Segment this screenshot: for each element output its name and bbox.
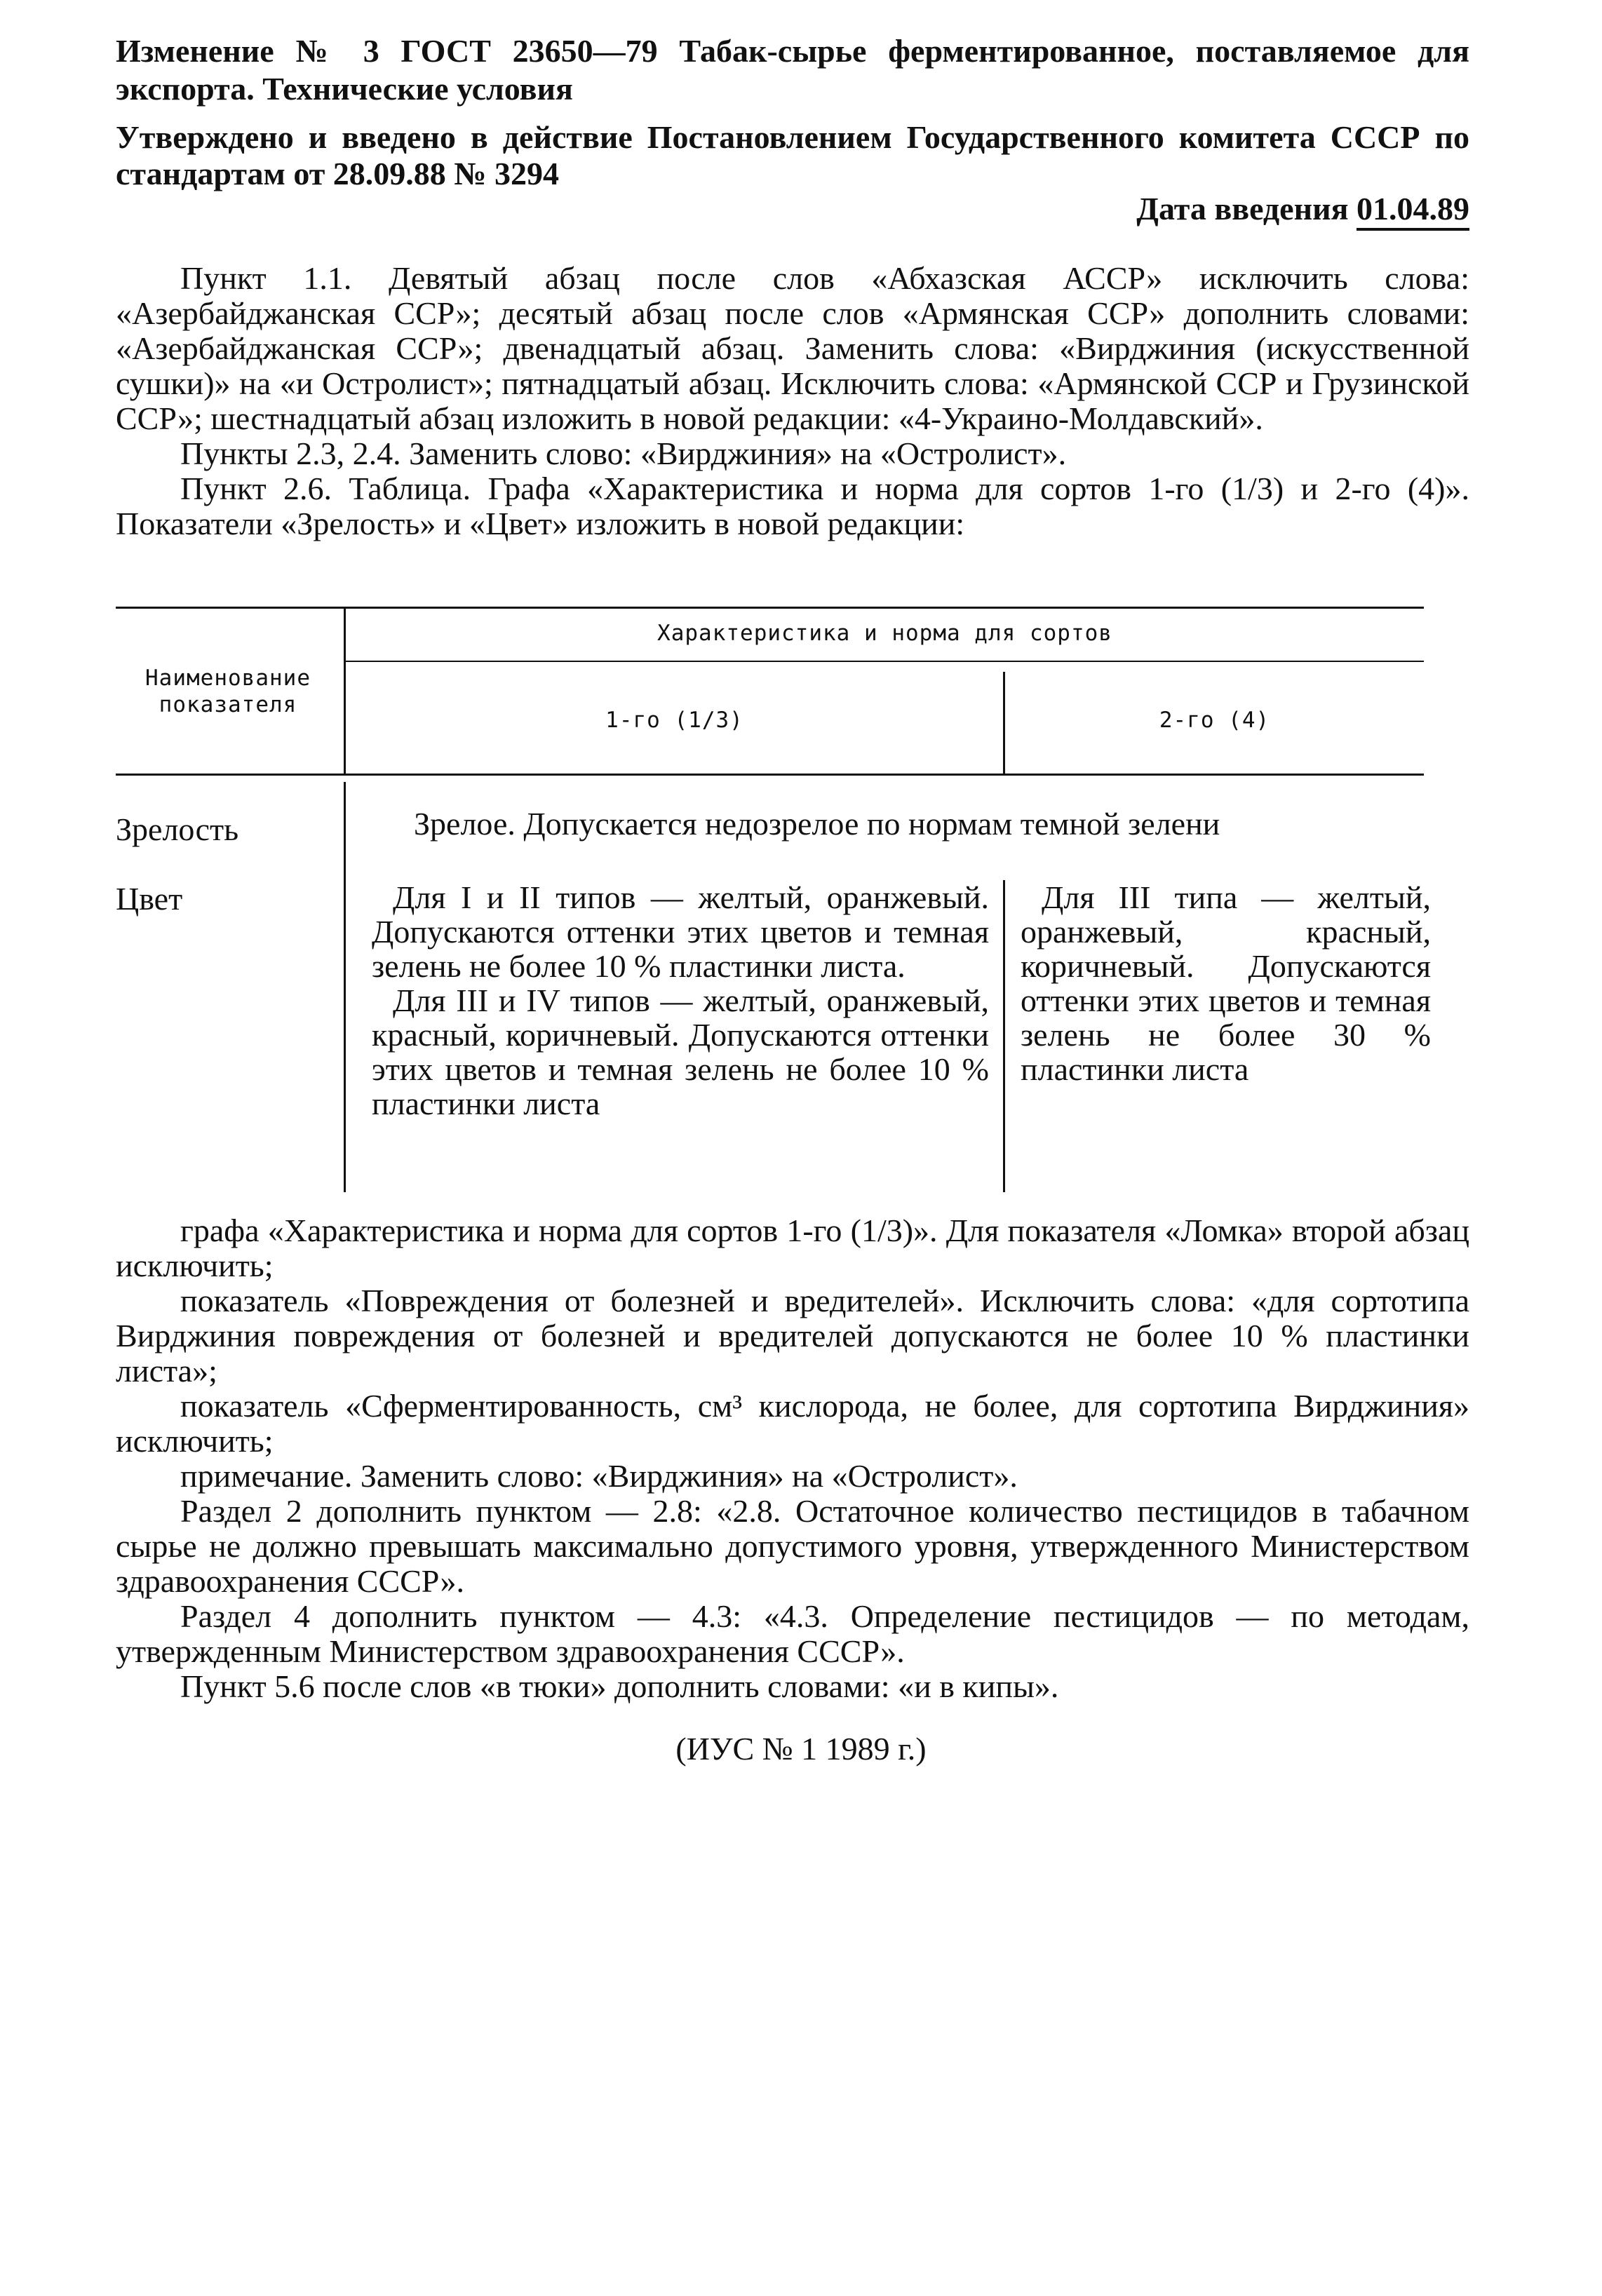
paragraph: Пункт 1.1. Девятый абзац после слов «Абхазская АССР» исключить слова: «Азербайджанская ССР»; десятый абзац после слов «Армянская ССР» дополнить словами: «Азербайджанская ССР»; двенадцатый абзац. Заменить слова: «Вирджиния (искусственной сушки)» на «и Остролист»; пятнадцатый абзац. Исключить слова: «Армянской ССР и Грузинской ССР»; шестнадцатый абзац изложить в новой редакции: «4-Украино-Молдавский». <box>116 260 1469 436</box>
effective-date <box>1136 191 1469 227</box>
amendment-text-top <box>116 261 1469 541</box>
table-col2-header: 2-го (4) <box>1159 708 1270 733</box>
publication-reference: (ИУС № 1 1989 г.) <box>675 1731 927 1767</box>
effective-date-label: Дата введения <box>1136 191 1357 227</box>
paragraph: Пункт 2.6. Таблица. Графа «Характеристика и норма для сортов 1-го (1/3) и 2-го (4)». Показатели «Зрелость» и «Цвет» изложить в новой редакции: <box>116 471 1469 541</box>
table-col1-header: 1-го (1/3) <box>605 708 743 733</box>
table-row-maturity-label: Зрелость <box>116 811 239 847</box>
table-col-divider-body <box>1003 880 1005 1192</box>
table-cell-paragraph: Для III и IV типов — желтый, оранжевый, красный, коричневый. Допускаются оттенки этих цветов и темная зелень не более 10 % пластинки листа <box>372 982 989 1121</box>
paragraph: Раздел 4 дополнить пунктом — 4.3: «4.3. Определение пестицидов — по методам, утвержденным Министерством здравоохранения СССР». <box>116 1598 1469 1669</box>
paragraph: Пункт 5.6 после слов «в тюки» дополнить словами: «и в кипы». <box>180 1668 1059 1704</box>
paragraph: графа «Характеристика и норма для сортов 1-го (1/3)». Для показателя «Ломка» второй абзац исключить; <box>116 1213 1469 1283</box>
table-group-header: Характеристика и норма для сортов <box>657 621 1112 646</box>
paragraph: показатель «Сферментированность, см³ кислорода, не более, для сортотипа Вирджиния» исключить; <box>116 1388 1469 1459</box>
paragraph: показатель «Повреждения от болезней и вредителей». Исключить слова: «для сортотипа Вирджиния повреждения от болезней и вредителей допускаются не более 10 % пластинки листа»; <box>116 1283 1469 1389</box>
paragraph: Пункты 2.3, 2.4. Заменить слово: «Вирджиния» на «Остролист». <box>180 435 1067 471</box>
paragraph: примечание. Заменить слово: «Вирджиния» на «Остролист». <box>180 1458 1018 1494</box>
effective-date-value: 01.04.89 <box>1357 191 1469 231</box>
table-top-rule <box>116 607 1424 609</box>
table-header-bottom-rule <box>116 774 1424 776</box>
table-cell-paragraph: Для III типа — желтый, оранжевый, красный, коричневый. Допускаются оттенки этих цветов и темная зелень не более 30 % пластинки листа <box>1021 879 1431 1087</box>
amendment-text-bottom <box>116 1213 1469 1704</box>
table-group-header-rule <box>345 661 1424 662</box>
table-row-maturity-value: Зрелое. Допускается недозрелое по нормам темной зелени <box>414 806 1220 842</box>
table-row-color-col1 <box>372 880 989 1121</box>
paragraph: Раздел 2 дополнить пунктом — 2.8: «2.8. Остаточное количество пестицидов в табачном сырье не должно превышать максимально допустимого уровня, утвержденного Министерством здравоохранения СССР». <box>116 1493 1469 1599</box>
table-row-color-label: Цвет <box>116 881 183 917</box>
table-first-col-divider-body <box>344 782 346 1192</box>
table-row-color-col2 <box>1021 880 1431 1086</box>
approval-statement: Утверждено и введено в действие Постановлением Государственного комитета СССР по стандартам от 28.09.88 № 3294 <box>116 119 1469 191</box>
table-col-name-header: Наименование показателя <box>145 666 311 717</box>
document-title: Изменение № 3 ГОСТ 23650—79 Табак-сырье ферментированное, поставляемое для экспорта. Технические условия <box>116 33 1469 107</box>
table-cell-paragraph: Для I и II типов — желтый, оранжевый. Допускаются оттенки этих цветов и темная зелень не более 10 % пластинки листа. <box>372 879 989 984</box>
